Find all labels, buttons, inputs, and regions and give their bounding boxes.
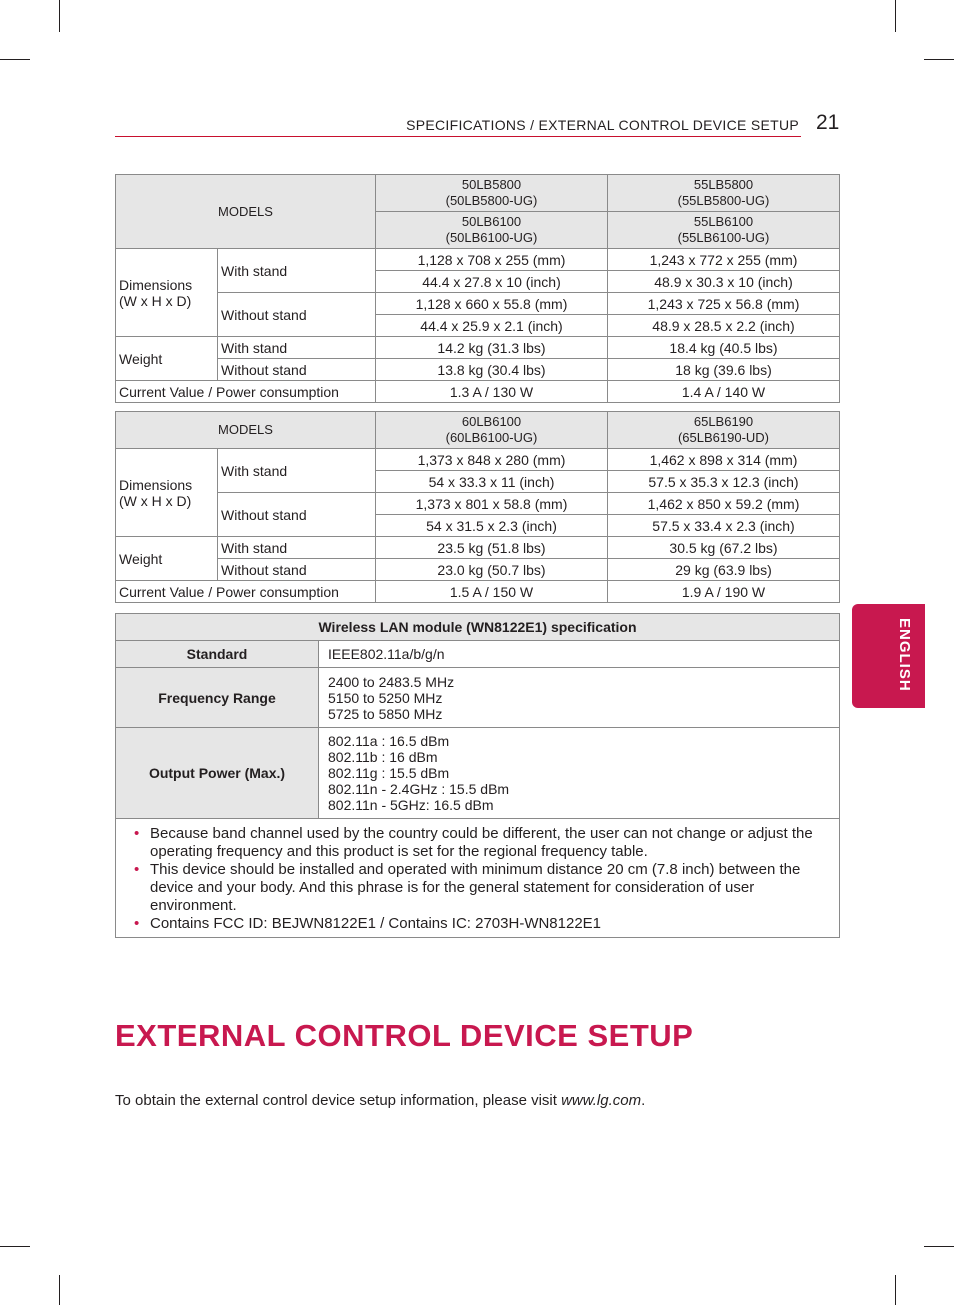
table-cell: 1,128 x 660 x 55.8 (mm) xyxy=(376,293,608,315)
table-cell: 13.8 kg (30.4 lbs) xyxy=(376,359,608,381)
table-cell: 1.4 A / 140 W xyxy=(608,381,840,403)
table-cell: 54 x 33.3 x 11 (inch) xyxy=(376,471,608,493)
crop-mark-top-right-h xyxy=(924,59,954,60)
wlan-title: Wireless LAN module (WN8122E1) specification xyxy=(116,614,840,641)
table-cell: 54 x 31.5 x 2.3 (inch) xyxy=(376,515,608,537)
crop-mark-bottom-left-v xyxy=(59,1275,60,1305)
table-cell: 18 kg (39.6 lbs) xyxy=(608,359,840,381)
with-stand-label: With stand xyxy=(218,537,376,559)
table-cell: 14.2 kg (31.3 lbs) xyxy=(376,337,608,359)
table-cell: 1,373 x 801 x 58.8 (mm) xyxy=(376,493,608,515)
table-cell: 44.4 x 27.8 x 10 (inch) xyxy=(376,271,608,293)
dimensions-label: Dimensions (W x H x D) xyxy=(116,449,218,537)
list-item: • Contains FCC ID: BEJWN8122E1 / Contains IC: 2703H-WN8122E1 xyxy=(134,915,602,932)
frequency-value: 2400 to 2483.5 MHz 5150 to 5250 MHz 5725 to 5850 MHz xyxy=(319,668,840,728)
models-header: MODELS xyxy=(116,175,376,249)
table-cell: 23.0 kg (50.7 lbs) xyxy=(376,559,608,581)
model-header: 55LB5800 (55LB5800-UG) xyxy=(608,175,840,212)
crop-mark-top-left-h xyxy=(0,59,30,60)
model-header: 60LB6100 (60LB6100-UG) xyxy=(376,412,608,449)
header-title: SPECIFICATIONS / EXTERNAL CONTROL DEVICE SETUP xyxy=(406,117,799,133)
crop-mark-bottom-right-h xyxy=(924,1246,954,1247)
table-cell: 1,373 x 848 x 280 (mm) xyxy=(376,449,608,471)
table-cell: 1,462 x 850 x 59.2 (mm) xyxy=(608,493,840,515)
table-cell: 57.5 x 33.4 x 2.3 (inch) xyxy=(608,515,840,537)
output-power-label: Output Power (Max.) xyxy=(116,728,319,819)
page-number: 21 xyxy=(816,111,840,134)
model-header: 50LB6100 (50LB6100-UG) xyxy=(376,212,608,249)
table-cell: 30.5 kg (67.2 lbs) xyxy=(608,537,840,559)
language-tab-label: ENGLISH xyxy=(896,618,913,692)
weight-label: Weight xyxy=(116,337,218,381)
crop-mark-bottom-right-v xyxy=(895,1275,896,1305)
without-stand-label: Without stand xyxy=(218,493,376,537)
list-item: • This device should be installed and operated with minimum distance 20 cm (7.8 inch) between the device and your body. And this phrase is for the general statement for consideration of user environment. xyxy=(134,861,801,914)
standard-value: IEEE802.11a/b/g/n xyxy=(319,641,840,668)
table-cell: 1.3 A / 130 W xyxy=(376,381,608,403)
models-header: MODELS xyxy=(116,412,376,449)
language-tab xyxy=(852,604,925,708)
with-stand-label: With stand xyxy=(218,249,376,293)
page-header xyxy=(115,110,801,137)
frequency-label: Frequency Range xyxy=(116,668,319,728)
model-header: 55LB6100 (55LB6100-UG) xyxy=(608,212,840,249)
table-cell: 1,243 x 772 x 255 (mm) xyxy=(608,249,840,271)
table-cell: 57.5 x 35.3 x 12.3 (inch) xyxy=(608,471,840,493)
bullet-icon: • xyxy=(134,861,140,878)
dimensions-label: Dimensions (W x H x D) xyxy=(116,249,218,337)
model-header: 50LB5800 (50LB5800-UG) xyxy=(376,175,608,212)
spec-table-1 xyxy=(115,174,840,403)
table-cell: 48.9 x 28.5 x 2.2 (inch) xyxy=(608,315,840,337)
bullet-icon: • xyxy=(134,825,140,842)
with-stand-label: With stand xyxy=(218,449,376,493)
crop-mark-top-left-v xyxy=(59,0,60,32)
standard-label: Standard xyxy=(116,641,319,668)
table-cell: 23.5 kg (51.8 lbs) xyxy=(376,537,608,559)
table-cell: 1,243 x 725 x 56.8 (mm) xyxy=(608,293,840,315)
output-power-value: 802.11a : 16.5 dBm 802.11b : 16 dBm 802.11g : 15.5 dBm 802.11n - 2.4GHz : 15.5 dBm 802.11n - 5GHz: 16.5 dBm xyxy=(319,728,840,819)
table-cell: 1.9 A / 190 W xyxy=(608,581,840,603)
table-cell: 48.9 x 30.3 x 10 (inch) xyxy=(608,271,840,293)
power-label: Current Value / Power consumption xyxy=(116,381,376,403)
table-cell: 18.4 kg (40.5 lbs) xyxy=(608,337,840,359)
wlan-spec-table xyxy=(115,613,840,938)
website-link[interactable]: www.lg.com xyxy=(561,1092,642,1109)
weight-label: Weight xyxy=(116,537,218,581)
power-label: Current Value / Power consumption xyxy=(116,581,376,603)
table-cell: 1,128 x 708 x 255 (mm) xyxy=(376,249,608,271)
crop-mark-bottom-left-h xyxy=(0,1246,30,1247)
crop-mark-top-right-v xyxy=(895,0,896,32)
bullet-icon: • xyxy=(134,915,140,932)
notes-list xyxy=(126,825,829,933)
without-stand-label: Without stand xyxy=(218,293,376,337)
table-cell: 29 kg (63.9 lbs) xyxy=(608,559,840,581)
without-stand-label: Without stand xyxy=(218,359,376,381)
table-cell: 1.5 A / 150 W xyxy=(376,581,608,603)
with-stand-label: With stand xyxy=(218,337,376,359)
section-title: EXTERNAL CONTROL DEVICE SETUP xyxy=(115,1018,694,1053)
table-cell: 1,462 x 898 x 314 (mm) xyxy=(608,449,840,471)
model-header: 65LB6190 (65LB6190-UD) xyxy=(608,412,840,449)
spec-table-2 xyxy=(115,411,840,603)
notes-cell xyxy=(116,819,840,938)
without-stand-label: Without stand xyxy=(218,559,376,581)
table-cell: 44.4 x 25.9 x 2.1 (inch) xyxy=(376,315,608,337)
intro-text: To obtain the external control device setup information, please visit www.lg.com. xyxy=(115,1092,646,1109)
list-item: • Because band channel used by the country could be different, the user can not change or adjust the operating frequency and this product is set for the regional frequency table. xyxy=(134,825,813,860)
